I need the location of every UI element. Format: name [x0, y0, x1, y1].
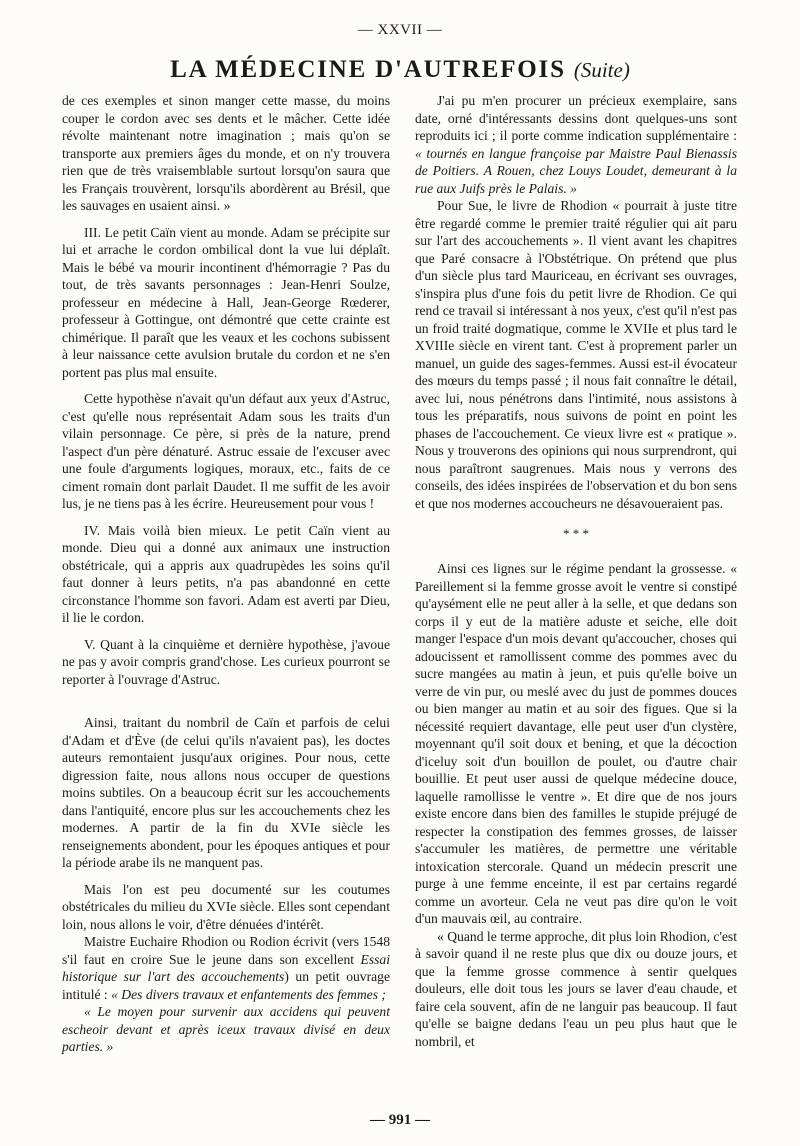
- left-paragraph-6: Ainsi, traitant du nombril de Caïn et parfois de celui d'Adam et d'Ève (de celui qu'ils n'avaient pas), les doctes auteurs remontaient jusqu'aux origines. Pour nous, cette digression faite, nous allons nous occuper de questions moins subtiles. On a beaucoup écrit sur les accouchements dans l'antiquité, encore plus sur les accouchements chez les modernes. A partir de la fin du XVIe siècle les renseignements abondent, pour les époques antiques et pour la période arabe ils ne manquent pas.: [62, 715, 390, 870]
- left-paragraph-2: III. Le petit Caïn vient au monde. Adam se précipite sur lui et arrache le cordon ombilical dont la vue lui déplaît. Mais le bébé va mourir incontinent d'hémorragie ? Pas du tout, de très savants personnages : Jean-Henri Soulze, professeur en médecine à Hall, Jean-George Rœderer, professeur à Gottingue, ont démontré que cette crainte est chimérique. Il paraît que les veaux et les cochons subissent à leur naissance cette avulsion brutale du cordon et ne s'en portent pas plus mal ensuite.: [62, 224, 390, 380]
- title-text: LA MÉDECINE D'AUTREFOIS: [170, 56, 566, 83]
- left-paragraph-8: [62, 933, 390, 1003]
- page-number: — 991 —: [370, 1112, 430, 1128]
- p8-text-b: ) un petit ouvrage intitulé :: [62, 969, 390, 1002]
- right-paragraph-4: « Quand le terme approche, dit plus loin Rhodion, c'est à savoir quand il ne reste plus que dix ou douze jours, et que la femme grosse commence à sentir quelques douleurs, elle doit tous les jours se laver d'eau chaude, et faire cela souvent, afin de ne languir pas beaucoup. Il faut qu'elle se baigne dedans l'eau un peu plus haut que le nombril, et: [415, 928, 737, 1049]
- roman-page-number: — XXVII —: [357, 22, 443, 38]
- right-column: [415, 92, 737, 1050]
- p8-book-title: Essai historique sur l'art des accouchements: [62, 951, 390, 984]
- p8-work-title: « Des divers travaux et enfantements des femmes ;: [111, 986, 386, 1002]
- left-paragraph-5: V. Quant à la cinquième et dernière hypothèse, j'avoue ne pas y avoir compris grand'chose. Les curieux pourront se reporter à l'ouvrage d'Astruc.: [62, 636, 390, 687]
- left-paragraph-4: IV. Mais voilà bien mieux. Le petit Caïn vient au monde. Dieu qui a donné aux animaux une instruction obstétricale, qui a appris aux quadrupèdes les soins qu'il faut donner à leurs petits, n'a pas abandonné en cette circonstance l'homme son favori. Adam est averti par Dieu, il lie le cordon.: [62, 522, 390, 625]
- left-paragraph-1: de ces exemples et sinon manger cette masse, du moins couper le cordon avec ses dents et le mâcher. Cette idée révolte maintenant notre imagination ; mais qu'on se transporte aux premiers âges du monde, et on n'y trouvera rien que de très vraisemblable surtout lorsqu'on saura que les Français trouvèrent, lorsqu'ils abordèrent au Brésil, que les sauvages en usaient ainsi. »: [62, 93, 390, 213]
- page-title: [0, 56, 800, 84]
- left-column: [62, 92, 390, 1056]
- title-suffix: (Suite): [573, 58, 630, 82]
- left-paragraph-3: Cette hypothèse n'avait qu'un défaut aux yeux d'Astruc, c'est qu'elle nous représentait Adam sous les traits d'un vilain personnage. Ce père, si près de la nature, prend l'aspect d'un père dénaturé. Astruc essaie de l'excuser avec une foule d'arguments logiques, moraux, etc., faits de ce ciment romain dont parlait Daudet. Il me suffit de les avoir lus, je ne tiens pas à les écrire. Heureusement pour vous !: [62, 391, 390, 511]
- right-p1-imprint: « tournés en langue françoise par Maistre Paul Bienassis de Poitiers. A Rouen, chez Louys Loudet, demeurant à la rue aux Juifs près le Palais. »: [415, 145, 737, 196]
- right-paragraph-3: Ainsi ces lignes sur le régime pendant la grossesse. « Pareillement si la femme grosse avoit le ventre si constipé qu'aysément elle ne peut aller à la selle, et que dedans son corps il y eut de la matière aduste et seiche, elle doit manger l'espace d'un mois devant qu'accoucher, choses qui adoucissent et ramollissent comme des pommes avec du sucre mangées au matin à jeun, et puis qu'elle boive un verre de vin pur, ou meslé avec du just de pommes douces ou bien manger au matin et au soir des figues. Que si la nécessité requiert davantage, elle peut user d'un clystère, moyennant qu'il soit doux et bening, et que la décoction d'iceluy soit d'un bouillon de poulet, ou d'autre chair bouillie. Et peut user aussi de quelque médecine douce, laquelle ramollisse le ventre ». Et dire que de nos jours existe encore dans bien des familles le stupide préjugé de respecter la constipation des femmes grosses, de laisser s'accumuler les matières, de permettre une véritable intoxication stercorale. Quand un médecin prescrit une purge à une femme enceinte, il est par certains regardé comme un avorteur. Cela ne veut pas dire qu'on le voit d'un mauvais œil, au contraire.: [415, 561, 737, 926]
- p8-text-a: Maistre Euchaire Rhodion ou Rodion écrivit (vers 1548 s'il faut en croire Sue le jeune dans son excellent: [62, 934, 390, 967]
- left-paragraph-9: « Le moyen pour survenir aux accidens qui peuvent escheoir devant et après iceux travaux divisé en deux parties. »: [62, 1004, 390, 1054]
- section-separator-stars: * * *: [563, 526, 589, 541]
- right-paragraph-1: [415, 92, 737, 197]
- right-p1-text: J'ai pu m'en procurer un précieux exemplaire, sans date, orné d'intéressants dessins dont quelques-uns sont reproduits ici ; il porte comme indication supplémentaire :: [415, 93, 737, 143]
- left-paragraph-7: Mais l'on est peu documenté sur les coutumes obstétricales du milieu du XVIe siècle. Elles sont cependant loin, nous allons le voir, d'être dénuées d'intérêt.: [62, 881, 390, 932]
- right-paragraph-2: Pour Sue, le livre de Rhodion « pourrait à juste titre être regardé comme le premier traité régulier qui ait paru sur l'art des accouchements ». Il vient avant les chapitres que Paré consacre à l'Obstétrique. On prétend que plus d'un siècle plus tard Mauriceau, en écrivant ses ouvrages, s'inspira plus d'une fois du petit livre de Rhodion. Ce qui rend ce travail si intéressant à nos yeux, c'est qu'il n'est pas un froid traité dogmatique, comme le XVIIe et plus tard le XVIIIe siècle en virent tant. C'est à proprement parler un manuel, un guide des sages-femmes. Aussi est-il évocateur des mœurs du temps passé ; il nous fait connaître le détail, avec lui, nous pénétrons dans l'intimité, nous assistons à tous les préparatifs, nous suivons de point en point les phases de l'accouchement. Ce vieux livre est « pratique ». Nous y trouverons des opinions qui nous surprendront, qui nous paraîtront saugrenues. Mais nous y verrons des conseils, des idées inspirées de l'observation et du bon sens et que nos modernes accoucheurs ne désavoueraient pas.: [415, 198, 737, 511]
